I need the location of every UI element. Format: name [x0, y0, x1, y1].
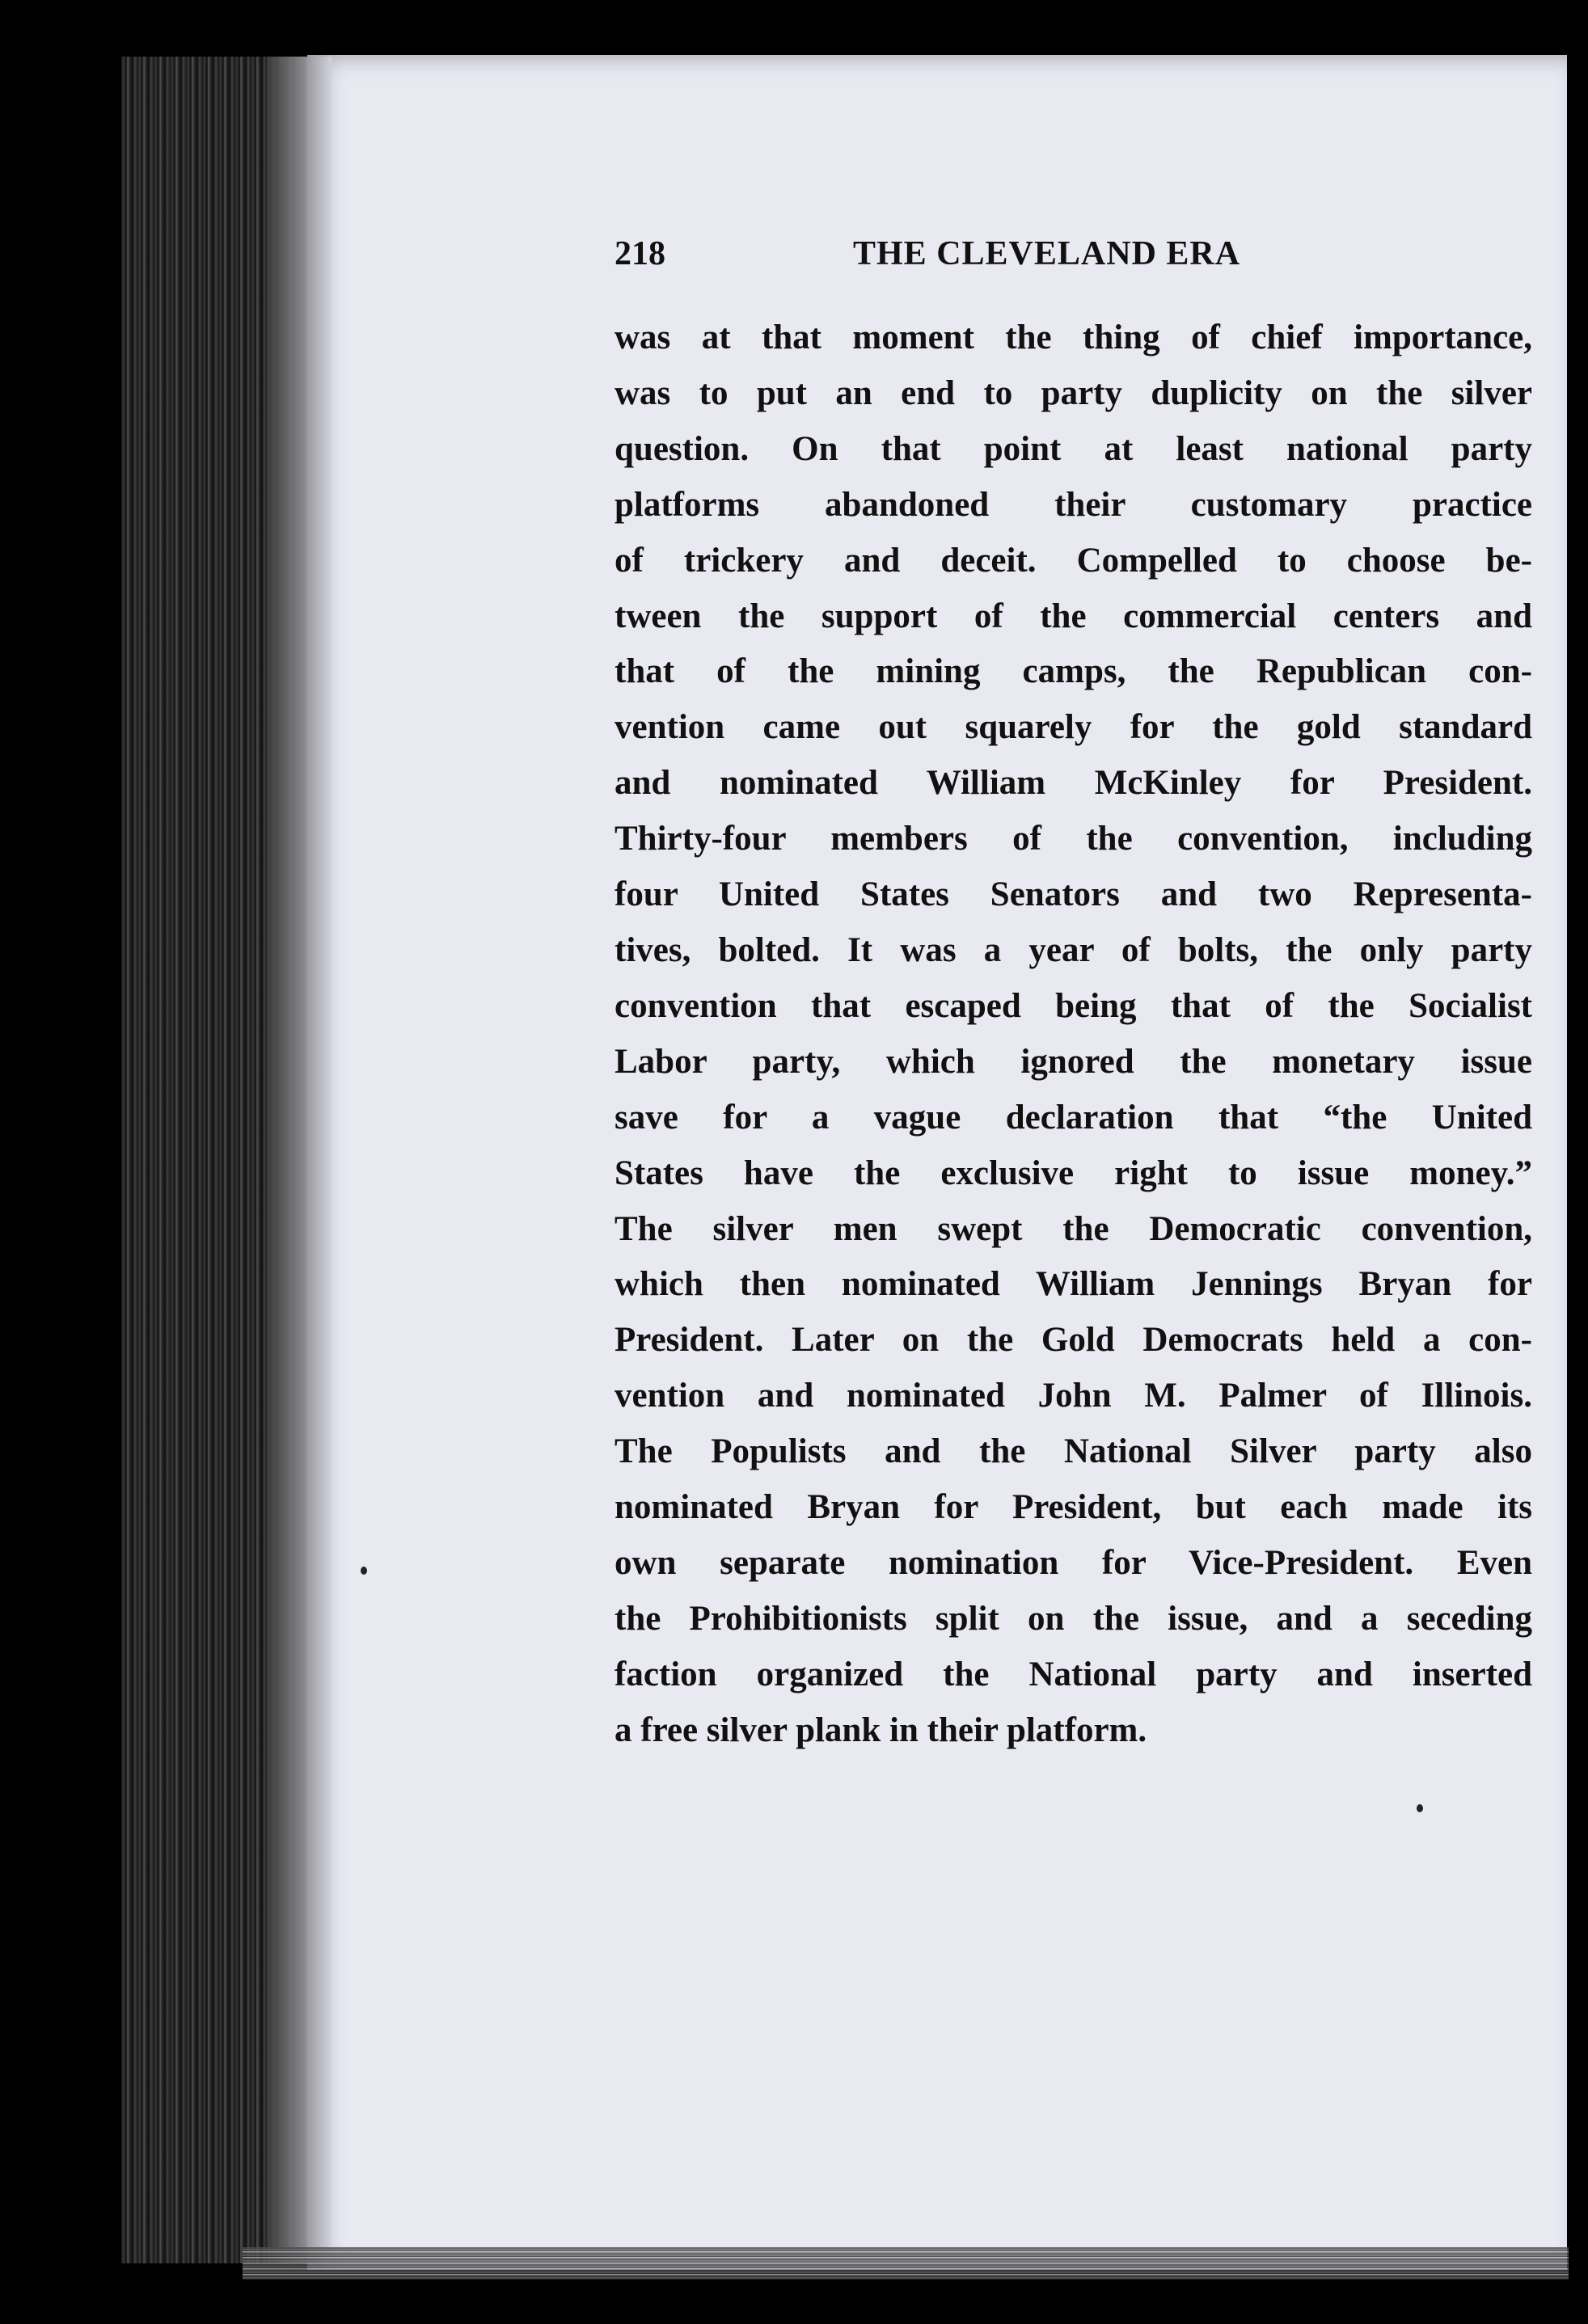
text-line: own separate nomination for Vice-President. Even — [615, 1543, 1532, 1582]
ink-speck — [1417, 1804, 1423, 1812]
body-text — [615, 310, 1532, 1759]
text-line: faction organized the National party and inserted — [615, 1655, 1532, 1693]
running-head: THE CLEVELAND ERA — [853, 235, 1241, 272]
text-line: question. On that point at least national party — [615, 429, 1532, 468]
text-line: States have the exclusive right to issue money.” — [615, 1154, 1532, 1192]
text-line: tween the support of the commercial centers and — [615, 597, 1532, 635]
text-line: save for a vague declaration that “the United — [615, 1098, 1532, 1137]
text-line: that of the mining camps, the Republican con- — [615, 652, 1532, 691]
page-header — [615, 234, 1504, 291]
text-line: Thirty-four members of the convention, including — [615, 820, 1532, 858]
text-line: a free silver plank in their platform. — [615, 1710, 1147, 1749]
text-line: President. Later on the Gold Democrats held a con- — [615, 1321, 1532, 1360]
page-number: 218 — [615, 235, 665, 272]
gutter-shadow — [267, 57, 332, 2263]
text-line: which then nominated William Jennings Bryan for — [615, 1265, 1532, 1304]
text-line: tives, bolted. It was a year of bolts, the only party — [615, 930, 1532, 969]
text-line: The silver men swept the Democratic convention, — [615, 1209, 1532, 1248]
text-line: convention that escaped being that of the Socialist — [615, 986, 1532, 1025]
text-line: platforms abandoned their customary practice — [615, 485, 1532, 524]
text-line: and nominated William McKinley for President. — [615, 764, 1532, 803]
text-line: was at that moment the thing of chief importance, — [615, 318, 1532, 356]
text-line: vention and nominated John M. Palmer of Illinois. — [615, 1377, 1532, 1415]
text-line: four United States Senators and two Representa- — [615, 875, 1532, 914]
text-line: the Prohibitionists split on the issue, and a seceding — [615, 1599, 1532, 1638]
text-line: vention came out squarely for the gold standard — [615, 708, 1532, 747]
text-line: nominated Bryan for President, but each made its — [615, 1488, 1532, 1527]
text-line: of trickery and deceit. Compelled to choose be- — [615, 541, 1532, 580]
text-line: The Populists and the National Silver party also — [615, 1432, 1532, 1471]
text-line: was to put an end to party duplicity on the silver — [615, 373, 1532, 412]
text-line: Labor party, which ignored the monetary issue — [615, 1042, 1532, 1081]
ink-speck — [361, 1567, 367, 1575]
bottom-page-edge — [243, 2247, 1569, 2280]
